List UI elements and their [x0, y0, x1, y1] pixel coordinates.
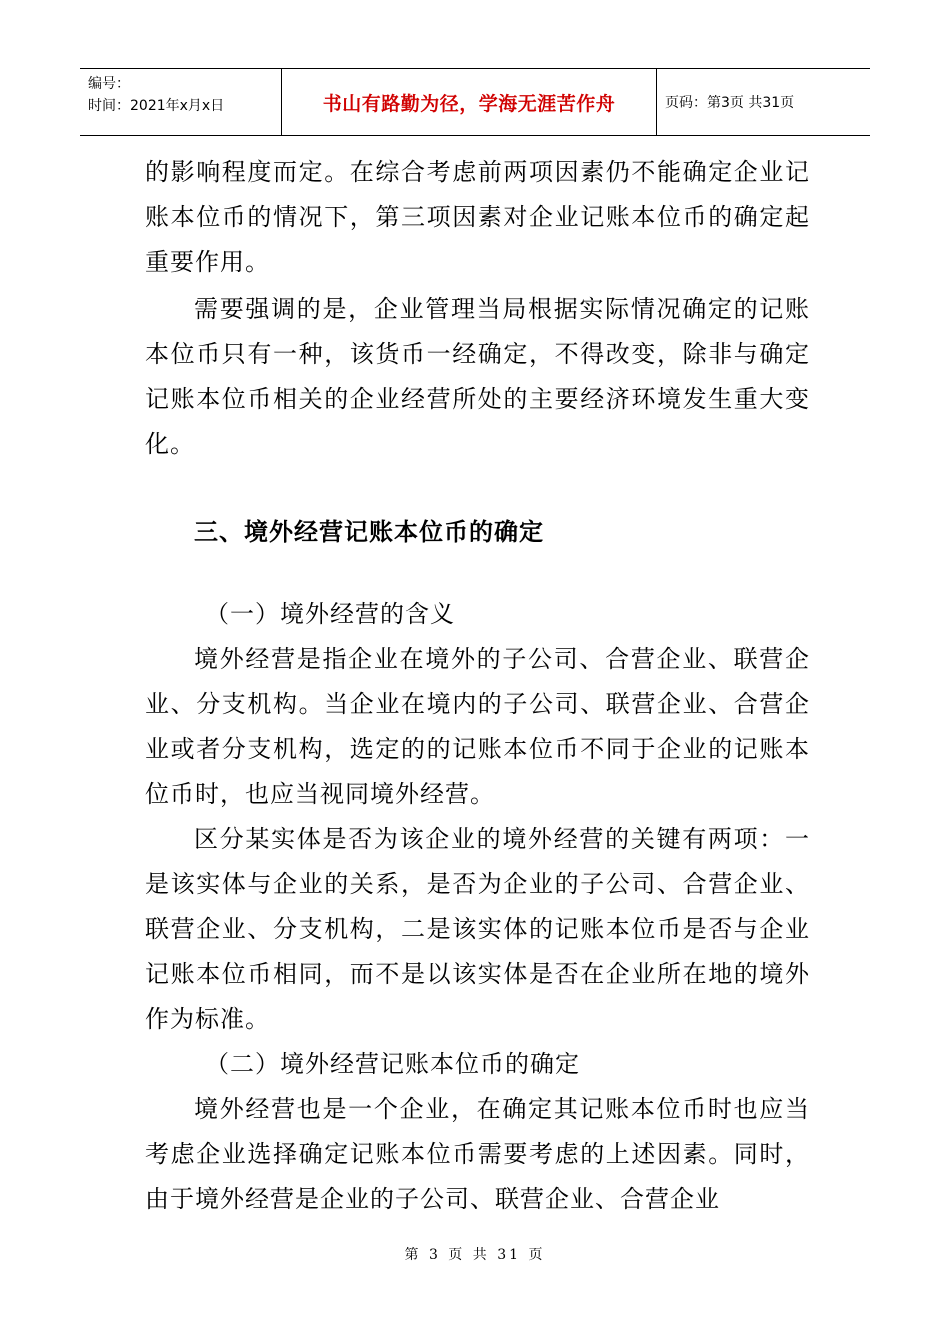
paragraph-4: 区分某实体是否为该企业的境外经营的关键有两项：一是该实体与企业的关系，是否为企业的子公司、合营企业、联营企业、分支机构，二是该实体的记账本位币是否与企业记账本位币相同，而不是以该实体是否在企业所在地的境外作为标准。 — [145, 825, 810, 1033]
subheading-2: （二）境外经营记账本位币的确定 — [205, 1050, 580, 1078]
paragraph-3: 境外经营是指企业在境外的子公司、合营企业、联营企业、分支机构。当企业在境内的子公司、联营企业、合营企业或者分支机构，选定的的记账本位币不同于企业的记账本位币时，也应当视同境外经营。 — [145, 645, 810, 808]
motto-text: 书山有路勤为径，学海无涯苦作舟 — [322, 92, 616, 115]
section-heading: 三、境外经营记账本位币的确定 — [194, 518, 544, 546]
subheading-1: （一）境外经营的含义 — [205, 600, 455, 628]
page-info-cell — [657, 69, 870, 135]
document-body — [145, 150, 810, 1222]
time-label: 时间：2021年x月x日 — [88, 98, 225, 114]
header-meta-cell — [80, 69, 282, 135]
number-label: 编号： — [88, 76, 130, 92]
document-header — [80, 68, 870, 136]
page-info-text: 页码：第3页 共31页 — [665, 95, 795, 111]
paragraph-5: 境外经营也是一个企业，在确定其记账本位币时也应当考虑企业选择确定记账本位币需要考虑的上述因素。同时，由于境外经营是企业的子公司、联营企业、合营企业 — [145, 1095, 810, 1213]
page-footer: 第 3 页 共 31 页 — [404, 1247, 546, 1263]
motto-cell — [282, 69, 657, 135]
paragraph-1: 的影响程度而定。在综合考虑前两项因素仍不能确定企业记账本位币的情况下，第三项因素对企业记账本位币的确定起重要作用。 — [145, 158, 810, 276]
paragraph-2: 需要强调的是，企业管理当局根据实际情况确定的记账本位币只有一种，该货币一经确定，不得改变，除非与确定记账本位币相关的企业经营所处的主要经济环境发生重大变化。 — [145, 295, 810, 458]
